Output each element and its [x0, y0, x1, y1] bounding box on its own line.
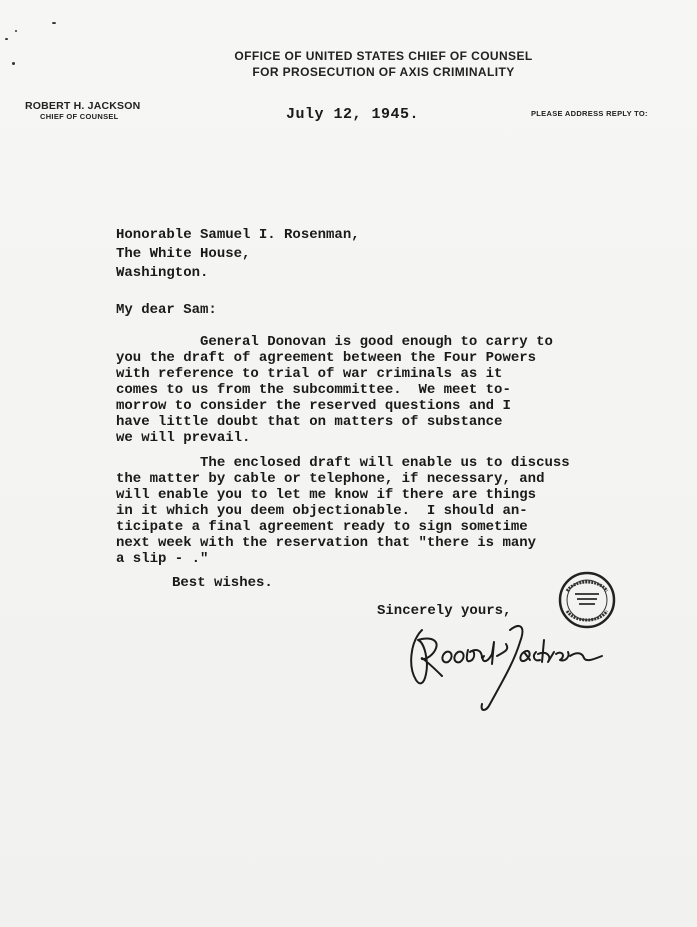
- sender-title: CHIEF OF COUNSEL: [40, 112, 119, 121]
- paper-speck: [15, 30, 17, 32]
- received-seal-stamp: [555, 571, 619, 629]
- letter-date: July 12, 1945.: [286, 106, 420, 123]
- salutation: My dear Sam:: [116, 302, 217, 318]
- recipient-address: [116, 226, 360, 283]
- office-line-1: OFFICE OF UNITED STATES CHIEF OF COUNSEL: [234, 49, 533, 63]
- office-line-2: FOR PROSECUTION OF AXIS CRIMINALITY: [252, 65, 515, 79]
- paper-speck: [5, 38, 8, 40]
- recipient-line-3: Washington.: [116, 265, 209, 281]
- closing-line: Sincerely yours,: [377, 603, 512, 619]
- recipient-line-1: Honorable Samuel I. Rosenman,: [116, 227, 360, 243]
- regards-line: Best wishes.: [172, 575, 273, 591]
- body-paragraph-2: The enclosed draft will enable us to discuss the matter by cable or telephone, if necessary, and will enable you to let me know if there are things in it which you deem objectionable. I should an- ticipate a final agreement ready to sign sometime next week with the reservation that "there is many a slip - .": [116, 455, 570, 567]
- office-heading: [0, 48, 697, 80]
- paper-speck: [52, 22, 56, 24]
- reply-address-note: PLEASE ADDRESS REPLY TO:: [531, 109, 648, 118]
- recipient-line-2: The White House,: [116, 246, 251, 262]
- body-paragraph-1: General Donovan is good enough to carry to you the draft of agreement between the Four Powers with reference to trial of war criminals as it comes to us from the subcommittee. We meet to- morrow to consider the reserved questions and I have little doubt that on matters of substance we will prevail.: [116, 334, 553, 446]
- sender-name: ROBERT H. JACKSON: [25, 100, 141, 112]
